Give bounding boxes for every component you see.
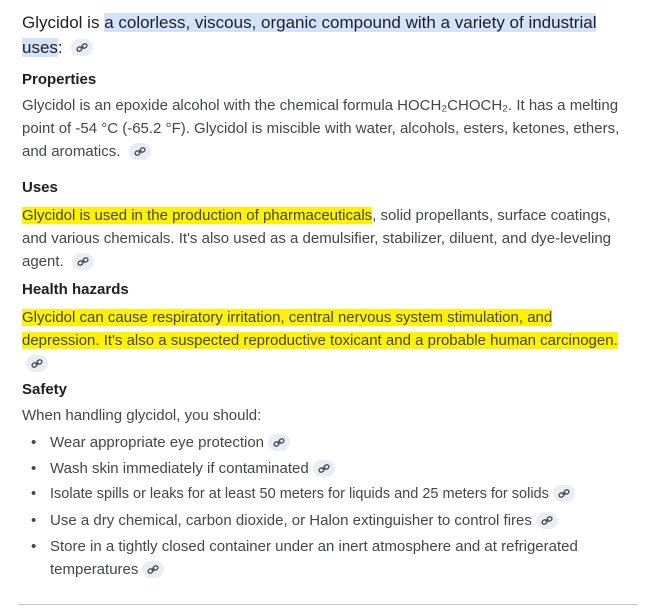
intro-subject: Glycidol is	[22, 13, 105, 32]
section-body	[22, 306, 622, 375]
source-chip[interactable]	[313, 460, 335, 477]
bullet-icon: •	[31, 538, 37, 555]
section-uses	[22, 178, 642, 273]
bullet-icon: •	[31, 512, 37, 529]
list-item	[22, 483, 642, 506]
source-chip[interactable]	[536, 512, 558, 529]
link-icon	[558, 488, 570, 499]
list-item	[22, 509, 642, 532]
intro-suffix: :	[57, 38, 63, 57]
link-icon	[541, 515, 553, 526]
link-icon	[134, 146, 146, 157]
section-heading: Uses	[22, 179, 58, 196]
section-heading: Safety	[22, 381, 68, 398]
source-chip[interactable]	[26, 355, 48, 372]
section-body	[22, 204, 637, 273]
list-item-text: Store in a tightly closed container under an inert atmosphere and at refrigerated temperatures	[50, 538, 578, 578]
source-chip[interactable]	[71, 39, 93, 56]
intro-highlight: a colorless, viscous, organic compound with a variety of industrial uses	[22, 13, 597, 57]
section-heading: Health hazards	[22, 281, 129, 298]
bullet-icon: •	[31, 434, 37, 451]
source-chip[interactable]	[553, 485, 575, 502]
list-item	[22, 457, 642, 480]
list-item	[22, 535, 642, 581]
source-chip[interactable]	[72, 253, 94, 270]
list-item-text: Wash skin immediately if contaminated	[50, 460, 309, 477]
bullet-icon: •	[31, 486, 37, 502]
link-icon	[273, 437, 285, 448]
list-item-text: Isolate spills or leaks for at least 50 meters for liquids and 25 meters for solids	[50, 486, 549, 502]
hazards-highlight: Glycidol can cause respiratory irritation, central nervous system stimulation, and depression. It's also a suspected reproductive toxicant and a probable human carcinogen.	[22, 309, 618, 349]
bullet-icon: •	[31, 460, 37, 477]
section-health-hazards	[22, 280, 642, 375]
source-chip[interactable]	[142, 561, 164, 578]
link-icon	[77, 256, 89, 267]
section-body	[22, 94, 622, 163]
bottom-divider	[18, 604, 638, 605]
list-item-text: Wear appropriate eye protection	[50, 434, 265, 451]
section-heading: Properties	[22, 71, 97, 88]
properties-text: Glycidol is an epoxide alcohol with the chemical formula HOCH₂CHOCH₂. It has a melting point of -54 °C (-65.2 °F). Glycidol is miscible with water, alcohols, esters, ketones, ethers, and aromatics.	[22, 97, 620, 160]
section-properties	[22, 70, 642, 163]
source-chip[interactable]	[268, 434, 290, 451]
uses-text: , solid propellants, surface coatings, and various chemicals. It's also used as a demulsifier, stabilizer, diluent, and dye-leveling agent.	[22, 207, 612, 270]
source-chip[interactable]	[129, 143, 151, 160]
list-item	[22, 431, 642, 454]
link-icon	[76, 42, 88, 53]
uses-highlight: Glycidol is used in the production of pharmaceuticals	[22, 207, 373, 224]
link-icon	[318, 463, 330, 474]
link-icon	[147, 564, 159, 575]
safety-list	[22, 431, 642, 581]
intro-paragraph	[22, 10, 622, 60]
safety-intro: When handling glycidol, you should:	[22, 407, 262, 424]
link-icon	[31, 358, 43, 369]
list-item-text: Use a dry chemical, carbon dioxide, or Halon extinguisher to control fires	[50, 512, 532, 529]
section-safety	[22, 380, 642, 581]
